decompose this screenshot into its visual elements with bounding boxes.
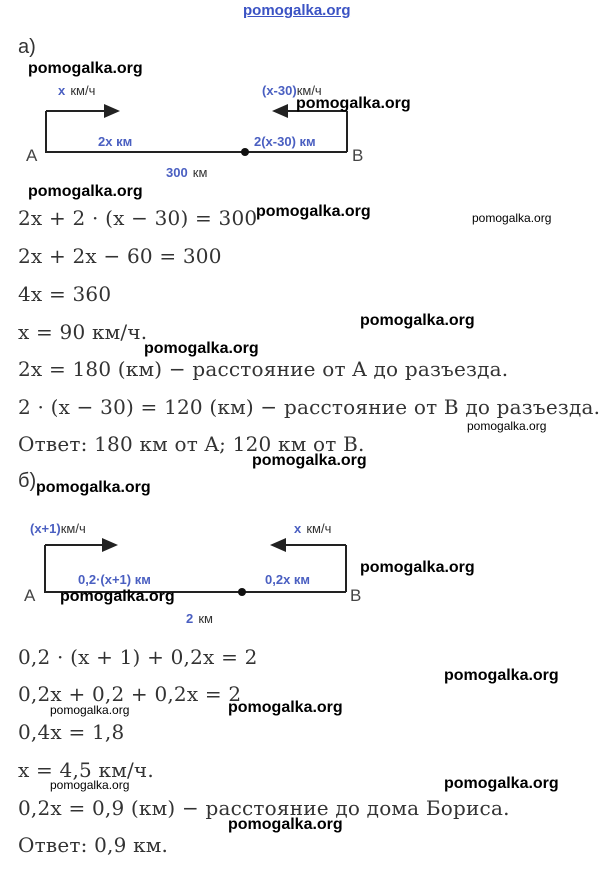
total-b: 2 км xyxy=(186,611,213,626)
watermark: pomogalka.org xyxy=(36,479,151,496)
equation-b-2: 0,2x + 0,2 + 0,2x = 2 xyxy=(18,682,242,706)
meeting-point-b xyxy=(238,588,246,596)
watermark: pomogalka.org xyxy=(228,816,343,833)
equation-b-5: 0,2x = 0,9 (км) − расстояние до дома Бориса. xyxy=(18,796,510,820)
watermark: pomogalka.org xyxy=(467,419,547,433)
watermark: pomogalka.org xyxy=(228,699,343,716)
left-arrow-head-b xyxy=(270,538,286,552)
point-a-label-b: A xyxy=(24,586,36,605)
answer-b: Ответ: 0,9 км. xyxy=(18,833,169,857)
speed-left-b: (x+1)км/ч xyxy=(30,521,86,536)
answer-a: Ответ: 180 км от A; 120 км от B. xyxy=(18,432,365,456)
site-header-watermark[interactable]: pomogalka.org xyxy=(243,2,351,19)
equation-b-3: 0,4x = 1,8 xyxy=(18,720,125,744)
right-arrow-head-b xyxy=(102,538,118,552)
left-arrow-head-a xyxy=(272,104,288,118)
point-b-label: B xyxy=(352,146,364,165)
dist-right-b: 0,2x км xyxy=(265,572,311,587)
point-b-label-b: B xyxy=(350,586,362,605)
watermark: pomogalka.org xyxy=(444,775,559,792)
part-a-label: а) xyxy=(18,36,36,58)
equation-b-4: x = 4,5 км/ч. xyxy=(18,758,154,782)
dist-left-b: 0,2·(x+1) км xyxy=(78,572,151,587)
point-a-label: A xyxy=(26,146,38,165)
equation-a-3: 4x = 360 xyxy=(18,282,112,306)
watermark: pomogalka.org xyxy=(360,312,475,329)
speed-left-a: x км/ч xyxy=(58,83,96,98)
meeting-point-a xyxy=(241,148,249,156)
equation-a-5: 2x = 180 (км) − расстояние от A до разъезда. xyxy=(18,357,509,381)
watermark: pomogalka.org xyxy=(144,340,259,357)
total-a: 300 км xyxy=(166,165,208,180)
watermark: pomogalka.org xyxy=(252,452,367,469)
equation-b-1: 0,2 · (x + 1) + 0,2x = 2 xyxy=(18,645,258,669)
equation-a-4: x = 90 км/ч. xyxy=(18,320,148,344)
right-arrow-head-a xyxy=(104,104,120,118)
watermark: pomogalka.org xyxy=(296,95,411,112)
watermark: pomogalka.org xyxy=(28,183,143,200)
watermark: pomogalka.org xyxy=(28,60,143,77)
equation-a-2: 2x + 2x − 60 = 300 xyxy=(18,244,222,268)
watermark: pomogalka.org xyxy=(472,211,552,225)
watermark: pomogalka.org xyxy=(50,703,130,717)
watermark: pomogalka.org xyxy=(360,559,475,576)
speed-right-a: (x-30)км/ч xyxy=(262,83,322,98)
watermark: pomogalka.org xyxy=(60,588,175,605)
dist-right-a: 2(x-30) км xyxy=(254,134,316,149)
watermark: pomogalka.org xyxy=(256,203,371,220)
part-b-label: б) xyxy=(18,470,37,492)
watermark: pomogalka.org xyxy=(50,778,130,792)
equation-a-6: 2 · (x − 30) = 120 (км) − расстояние от B до разъезда. xyxy=(18,395,601,419)
watermark: pomogalka.org xyxy=(444,667,559,684)
equation-a-1: 2x + 2 · (x − 30) = 300 xyxy=(18,206,258,230)
dist-left-a: 2x км xyxy=(98,134,133,149)
speed-right-b: x км/ч xyxy=(294,521,332,536)
